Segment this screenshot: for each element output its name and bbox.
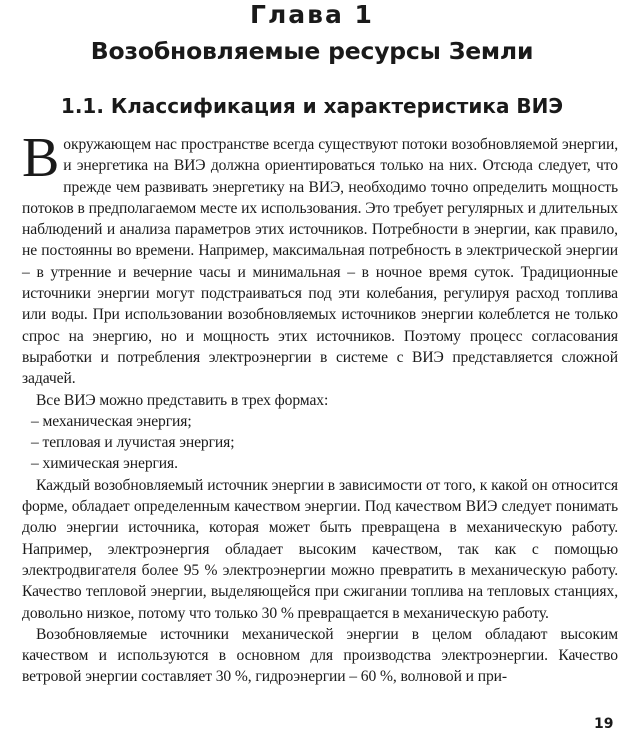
- intro-paragraph: [22, 127, 618, 390]
- drop-cap: В: [22, 127, 60, 189]
- body-text: [22, 127, 618, 688]
- quality-paragraph: Каждый возобновляемый источник энергии в зависимости от того, к какой он относится форме, обладает определенным качеством энергии. Под качеством ВИЭ следует понимать долю энергии источника, которая может быть превращена в механическую работу. Например, электроэнергия обладает высоким качеством, так как с помощью электродвигателя более 95 % электроэнергии можно превратить в механическую работу. Качество тепловой энергии, выделяющейся при сжигании топлива на тепловых станциях, довольно низкое, потому что только 30 % превращается в механическую работу.: [22, 476, 618, 622]
- section-title: 1.1. Классификация и характеристика ВИЭ: [60, 94, 564, 118]
- mechanical-paragraph: Возобновляемые источники механической энергии в целом обладают высоким качеством и используются в основном для производства электроэнергии. Качество ветровой энергии составляет 30 %, гидроэнергии – 60 %, волновой и при-: [22, 625, 618, 686]
- list-item: – механическая энергия;: [31, 412, 192, 430]
- chapter-title: Возобновляемые ресурсы Земли: [90, 37, 534, 65]
- chapter-label: Глава 1: [250, 0, 374, 29]
- page-number: 19: [594, 716, 614, 732]
- forms-intro-paragraph: Все ВИЭ можно представить в трех формах:: [36, 391, 329, 409]
- list-item: – тепловая и лучистая энергия;: [31, 434, 235, 452]
- intro-text: окружающем нас пространстве всегда существуют потоки возобновляемой энергии, и энергетика на ВИЭ должна ориентироваться только на них. Отсюда следует, что прежде чем развивать энергетику на ВИЭ, необходимо точно определить мощность потоков в предполагаемом месте их использования. Это требует регулярных и длительных наблюдений и анализа параметров этих источников. Потребности в энергии, как правило, не постоянны во времени. Например, максимальная потребность в электрической энергии – в утренние и вечерние часы и минимальная – в ночное время суток. Традиционные источники энергии могут подстраиваться под эти колебания, регулируя расход топлива или воды. При использовании возобновляемых источников энергии колеблется не только спрос на энергию, но и мощность этих источников. Поэтому процесс согласования выработки и потребления электроэнергии в системе с ВИЭ представляется сложной задачей.: [22, 136, 618, 388]
- list-item: – химическая энергия.: [31, 455, 178, 473]
